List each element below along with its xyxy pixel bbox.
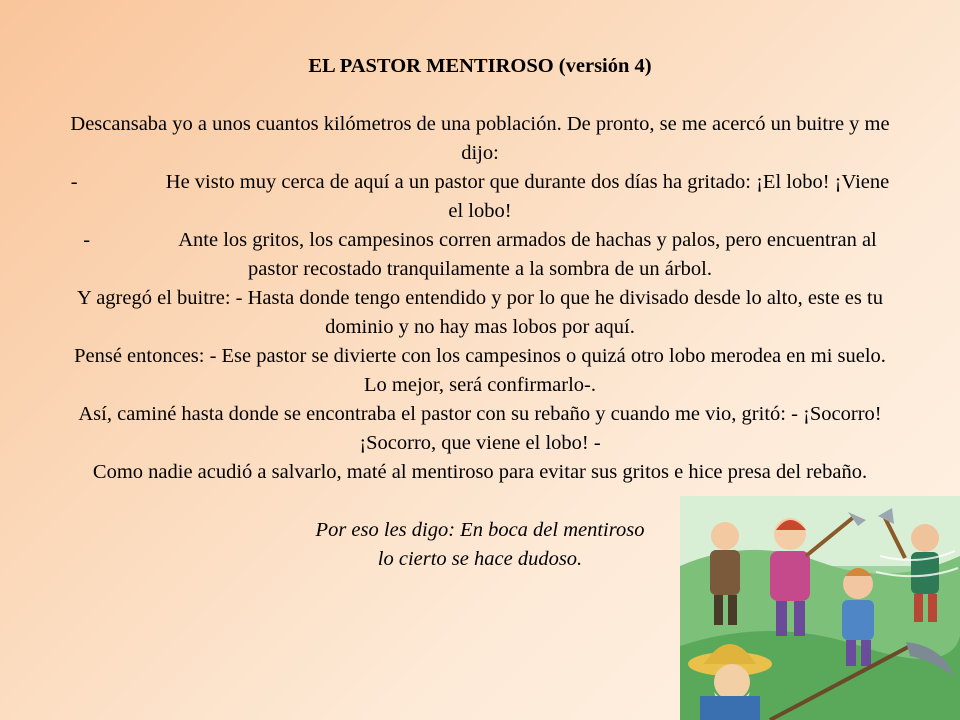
moral-line-2: lo cierto se hace dudoso. [377, 548, 583, 570]
dialogue-line-1-text: He visto muy cerca de aquí a un pastor que durante dos días ha gritado: ¡El lobo! ¡Viene el lobo! [165, 171, 890, 222]
dialogue-line-2-text: Ante los gritos, los campesinos corren armados de hachas y palos, pero encuentran al pastor recostado tranquilamente a la sombra de un árbol. [178, 229, 877, 280]
story-paragraph-1: Descansaba yo a unos cuantos kilómetros de una población. De pronto, se me acercó un buitre y me dijo: [70, 113, 890, 164]
story-paragraph-5: Como nadie acudió a salvarlo, maté al mentiroso para evitar sus gritos e hice presa del rebaño. [92, 461, 868, 483]
illustration-svg [680, 496, 960, 720]
story-title: EL PASTOR MENTIROSO (versión 4) [308, 55, 652, 77]
moral-line-1: Por eso les digo: En boca del mentiroso [315, 519, 645, 541]
dash-marker-1: - [70, 171, 78, 193]
story-paragraph-3: Pensé entonces: - Ese pastor se divierte con los campesinos o quizá otro lobo merodea en mi suelo. Lo mejor, será confirmarlo-. [74, 345, 886, 396]
villagers-running-cartoon-icon [680, 496, 960, 720]
story-paragraph-2: Y agregó el buitre: - Hasta donde tengo entendido y por lo que he divisado desde lo alto, este es tu dominio y no hay mas lobos por aquí. [77, 287, 883, 338]
dialogue-line-1 [70, 168, 890, 226]
dash-marker-2: - [83, 229, 91, 251]
story-paragraph-4: Así, caminé hasta donde se encontraba el pastor con su rebaño y cuando me vio, gritó: - ¡Socorro! ¡Socorro, que viene el lobo! - [78, 403, 882, 454]
dialogue-line-2 [70, 226, 890, 284]
